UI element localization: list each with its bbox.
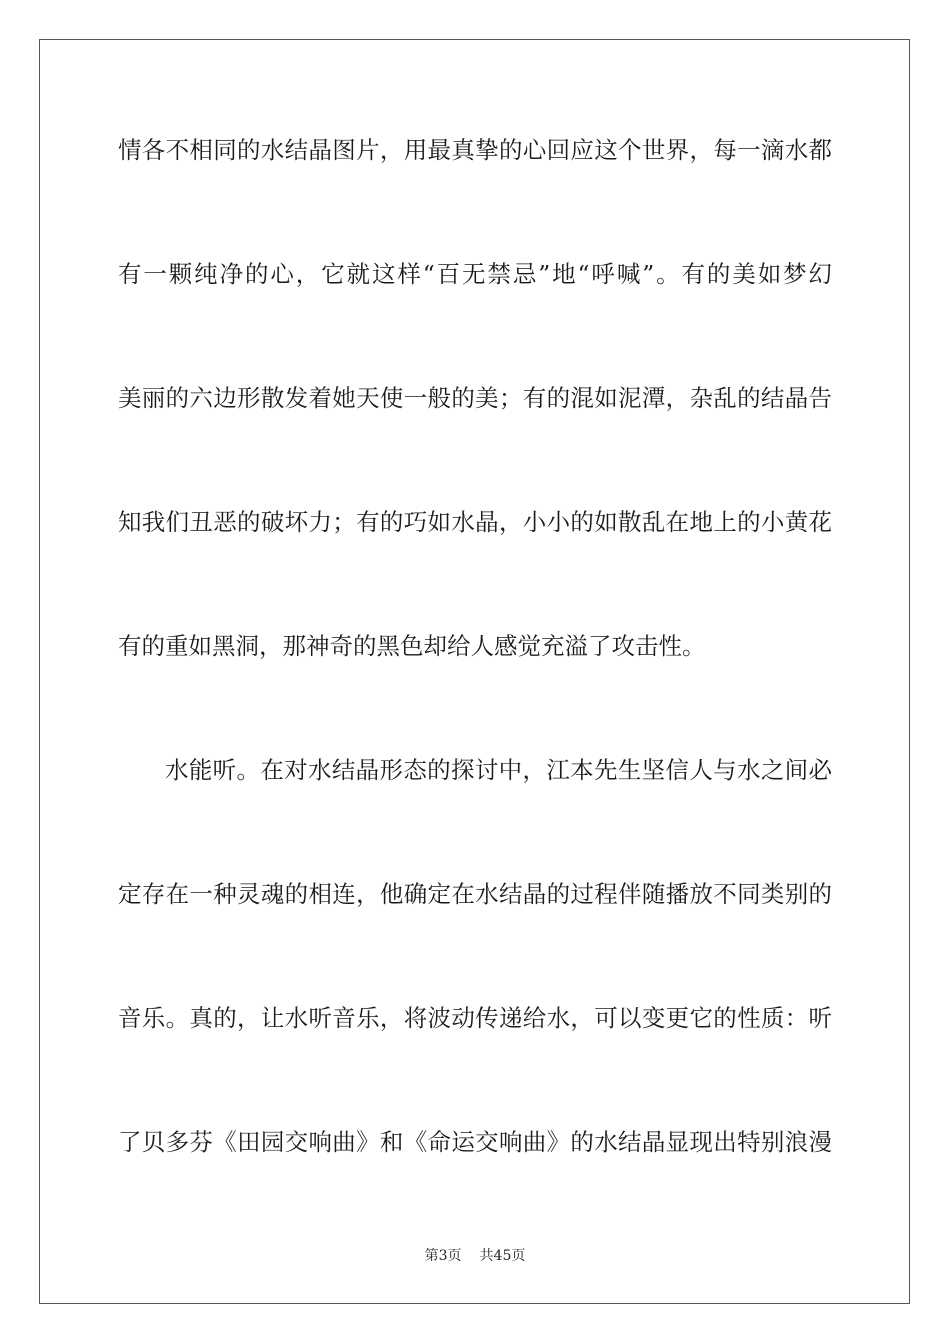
paragraph-line: 有一颗纯净的心，它就这样“百无禁忌”地“呼喊”。有的美如梦幻 (118, 260, 832, 288)
page-footer (0, 1247, 950, 1265)
page-number: 第3页 (424, 1248, 462, 1264)
paragraph-line: 美丽的六边形散发着她天使一般的美；有的混如泥潭，杂乱的结晶告 (118, 384, 832, 412)
paragraph-line: 了贝多芬《田园交响曲》和《命运交响曲》的水结晶显现出特别浪漫 (118, 1128, 832, 1156)
paragraph-line: 有的重如黑洞，那神奇的黑色却给人感觉充溢了攻击性。 (118, 632, 706, 660)
paragraph-line: 定存在一种灵魂的相连，他确定在水结晶的过程伴随播放不同类别的 (118, 880, 832, 908)
page-total: 共45页 (479, 1248, 526, 1264)
paragraph-first-line: 水能听。在对水结晶形态的探讨中，江本先生坚信人与水之间必 (165, 756, 832, 784)
paragraph-line: 音乐。真的，让水听音乐，将波动传递给水，可以变更它的性质：听 (118, 1004, 832, 1032)
page-border (39, 39, 910, 1304)
paragraph-line: 知我们丑恶的破坏力；有的巧如水晶，小小的如散乱在地上的小黄花 (118, 508, 832, 536)
paragraph-line: 情各不相同的水结晶图片，用最真挚的心回应这个世界，每一滴水都 (118, 136, 832, 164)
